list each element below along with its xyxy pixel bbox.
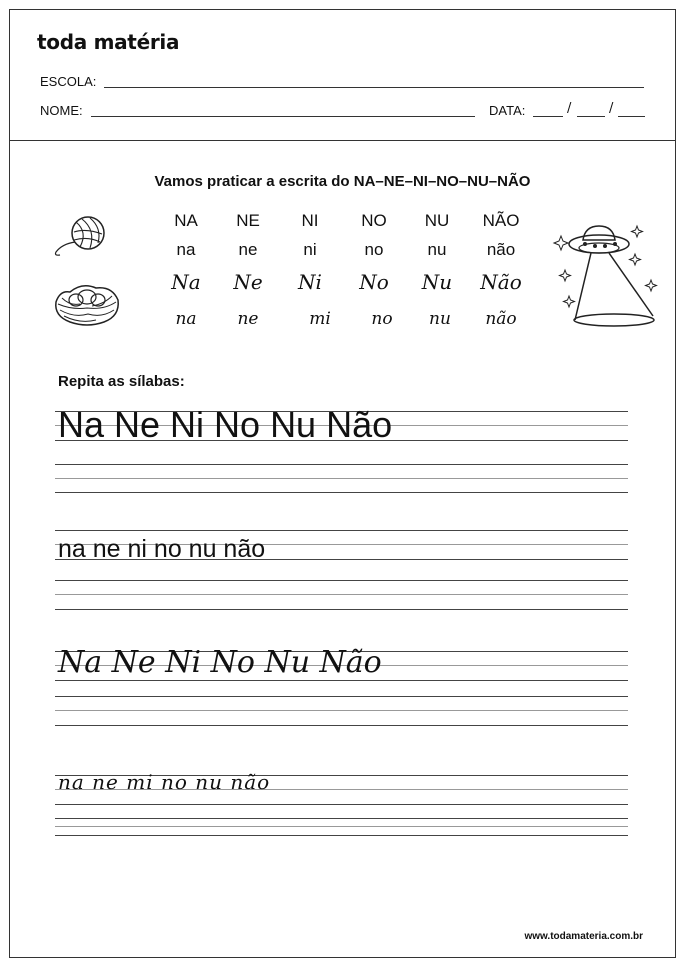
syllable-upper: NI (301, 211, 319, 230)
syllable-cursive-upper: Na (171, 270, 201, 294)
syllable-cursive-lower: mi (309, 309, 331, 329)
guide-line (55, 680, 628, 681)
guide-line (55, 710, 628, 711)
guide-line (55, 835, 628, 836)
syllable-lower: nu (427, 240, 447, 259)
name-field[interactable] (91, 116, 475, 117)
practice-line-print-upper: Na Ne Ni No Nu Não (58, 404, 393, 445)
syllable-cursive-upper: Ne (233, 270, 263, 294)
syllable-upper: NA (174, 211, 198, 230)
practice-heading: Repita as sílabas: (58, 373, 185, 390)
guide-line (55, 818, 628, 819)
school-label: ESCOLA: (40, 74, 97, 89)
syllable-cursive-lower: não (485, 309, 517, 329)
guide-line (55, 464, 628, 465)
syllable-upper: NÃO (482, 211, 520, 230)
syllable-lower: não (486, 240, 516, 259)
yarn-ball-icon (50, 210, 110, 260)
syllable-cursive-upper: Ni (298, 270, 322, 294)
guide-line (55, 696, 628, 697)
practice-line-cursive-lower: na ne mi no nu não (58, 770, 271, 794)
guide-line (55, 609, 628, 610)
footer-url: www.todamateria.com.br (524, 931, 643, 942)
syllable-cursive-upper: Não (480, 270, 522, 294)
header-divider (9, 140, 676, 141)
name-label: NOME: (40, 103, 83, 118)
school-field[interactable] (104, 87, 644, 88)
date-day-field[interactable] (533, 116, 563, 117)
syllable-upper: NU (424, 211, 450, 230)
practice-line-print-lower: na ne ni no nu não (58, 535, 266, 563)
guide-line (55, 804, 628, 805)
ufo-icon (555, 218, 665, 333)
syllable-cursive-upper: No (359, 270, 389, 294)
syllable-cursive-lower: na (175, 309, 197, 329)
worksheet-frame (9, 9, 676, 958)
date-separator: / (609, 101, 614, 116)
date-year-field[interactable] (618, 116, 645, 117)
nest-with-eggs-icon (52, 280, 122, 328)
guide-line (55, 594, 628, 595)
guide-line (55, 478, 628, 479)
syllable-lower: na (176, 240, 196, 259)
date-month-field[interactable] (577, 116, 605, 117)
guide-line (55, 826, 628, 827)
syllable-lower: ni (303, 240, 317, 259)
syllable-upper: NE (236, 211, 260, 230)
brand-logo: toda matéria (37, 30, 180, 54)
guide-line (55, 492, 628, 493)
practice-line-cursive-upper: Na Ne Ni No Nu Não (58, 645, 382, 680)
guide-line (55, 580, 628, 581)
syllable-cursive-lower: ne (237, 309, 259, 329)
syllable-lower: no (364, 240, 384, 259)
syllable-lower: ne (238, 240, 258, 259)
syllable-cursive-lower: nu (429, 309, 451, 329)
guide-line (55, 530, 628, 531)
date-label: DATA: (489, 103, 526, 118)
activity-title: Vamos praticar a escrita do NA–NE–NI–NO–NU–NÃO (154, 173, 531, 190)
syllable-upper: NO (361, 211, 387, 230)
syllable-cursive-upper: Nu (421, 270, 453, 294)
date-separator: / (567, 101, 572, 116)
syllable-cursive-lower: no (371, 309, 393, 329)
guide-line (55, 725, 628, 726)
